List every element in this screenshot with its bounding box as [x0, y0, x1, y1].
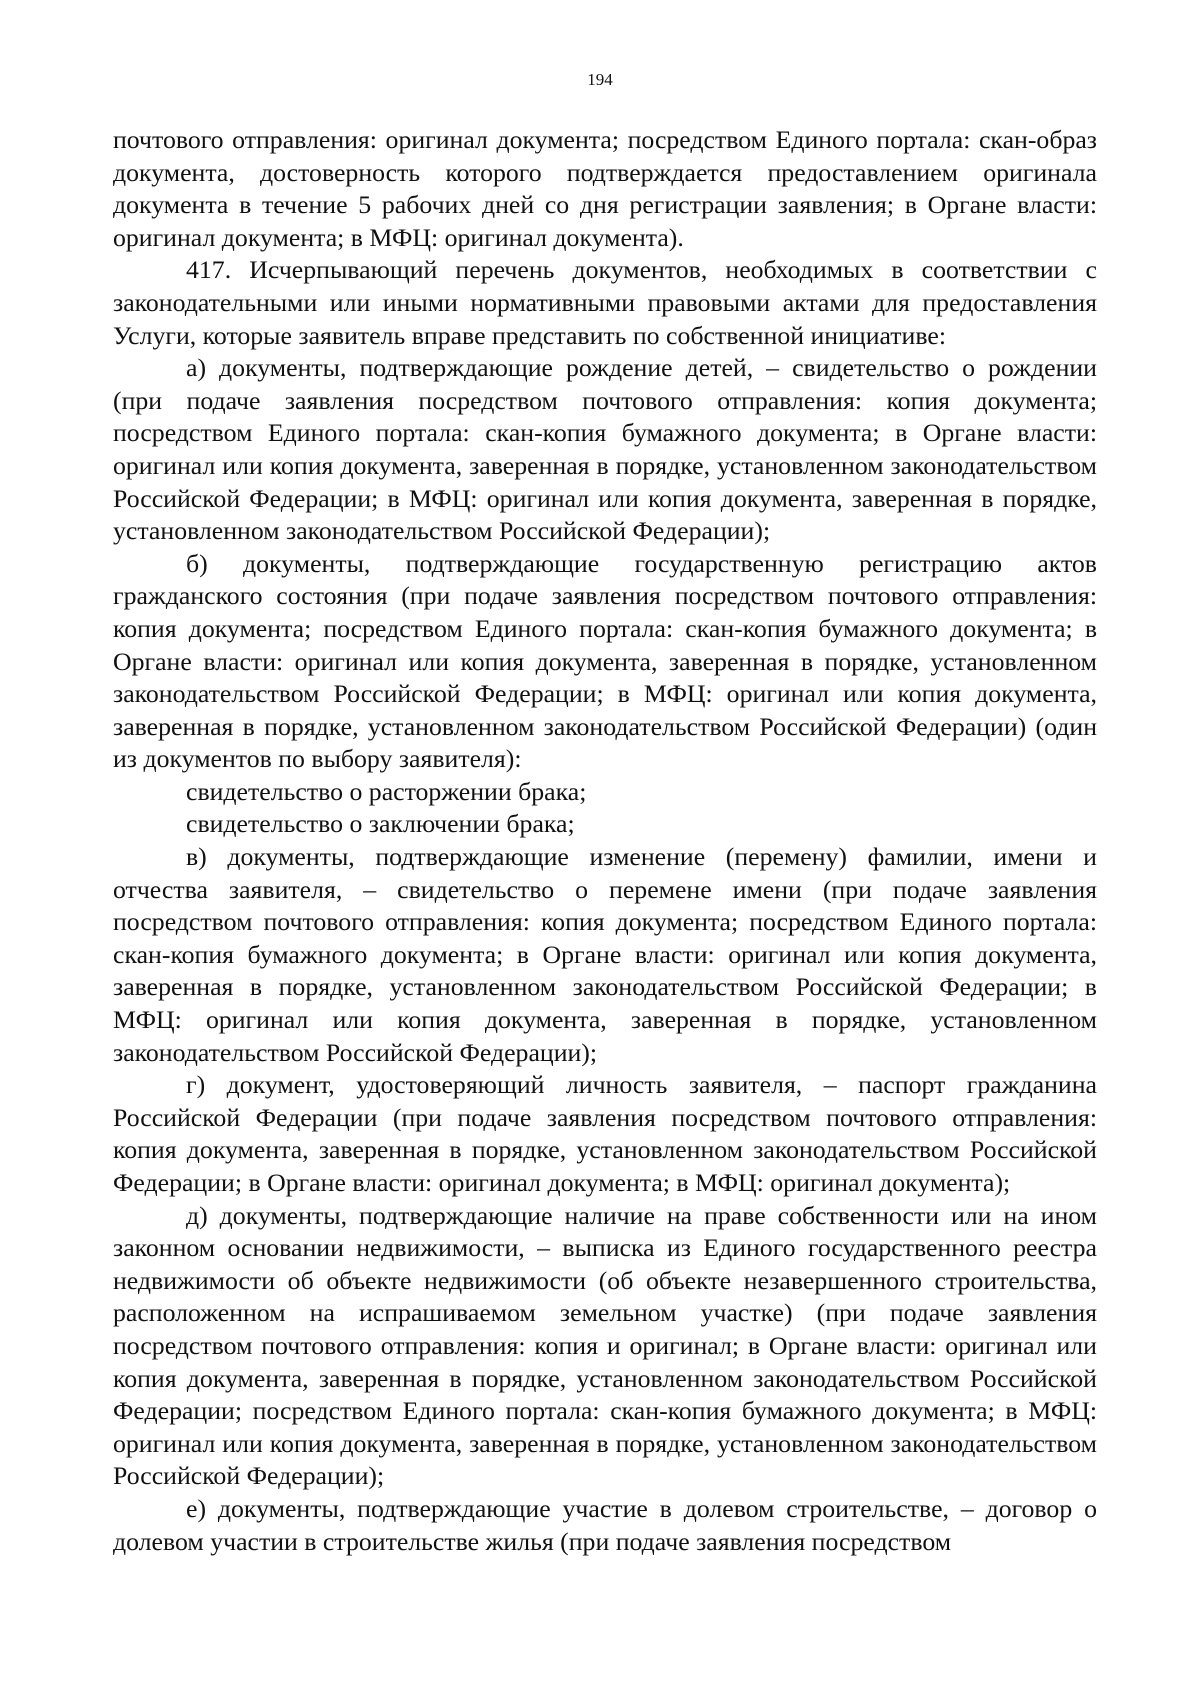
paragraph-417: 417. Исчерпывающий перечень документов, необходимых в соответствии с законодательными или иными нормативными правовыми актами для предоставления Услуги, которые заявитель вправе представить по собственной инициативе: — [113, 255, 1097, 350]
paragraph-divorce-certificate: свидетельство о расторжении брака; — [186, 776, 587, 806]
document-body — [113, 124, 1097, 1558]
paragraph-continuation: почтового отправления: оригинал документа; посредством Единого портала: скан-образ документа, достоверность которого подтверждается предоставлением оригинала документа в течение 5 рабочих дней со дня регистрации заявления; в Органе власти: оригинал документа; в МФЦ: оригинал документа). — [113, 125, 1097, 252]
paragraph-item-e: е) документы, подтверждающие участие в долевом строительстве, – договор о долевом участии в строительстве жилья (при подаче заявления посредством — [113, 1493, 1097, 1556]
paragraph-item-a: а) документы, подтверждающие рождение детей, – свидетельство о рождении (при подаче заявления посредством почтового отправления: копия документа; посредством Единого портала: скан-копия бумажного документа; в Органе власти: оригинал или копия документа, заверенная в порядке, установленном законодательством Российской Федерации; в МФЦ: оригинал или копия документа, заверенная в порядке, установленном законодательством Российской Федерации); — [113, 353, 1097, 546]
paragraph-item-d: д) документы, подтверждающие наличие на праве собственности или на ином законном основании недвижимости, – выписка из Единого государственного реестра недвижимости об объекте недвижимости (об объекте незавершенного строительства, расположенном на испрашиваемом земельном участке) (при подаче заявления посредством почтового отправления: копия и оригинал; в Органе власти: оригинал или копия документа, заверенная в порядке, установленном законодательством Российской Федерации; посредством Единого портала: скан-копия бумажного документа; в МФЦ: оригинал или копия документа, заверенная в порядке, установленном законодательством Российской Федерации); — [113, 1200, 1097, 1491]
paragraph-item-g: г) документ, удостоверяющий личность заявителя, – паспорт гражданина Российской Федерации (при подаче заявления посредством почтового отправления: копия документа, заверенная в порядке, установленном законодательством Российской Федерации; в Органе власти: оригинал документа; в МФЦ: оригинал документа); — [113, 1070, 1097, 1197]
paragraph-item-b: б) документы, подтверждающие государственную регистрацию актов гражданского состояния (при подаче заявления посредством почтового отправления: копия документа; посредством Единого портала: скан-копия бумажного документа; в Органе власти: оригинал или копия документа, заверенная в порядке, установленном законодательством Российской Федерации; в МФЦ: оригинал или копия документа, заверенная в порядке, установленном законодательством Российской Федерации) (один из документов по выбору заявителя): — [113, 548, 1097, 774]
paragraph-item-v: в) документы, подтверждающие изменение (перемену) фамилии, имени и отчества заявителя, – свидетельство о перемене имени (при подаче заявления посредством почтового отправления: копия документа; посредством Единого портала: скан-копия бумажного документа; в Органе власти: оригинал или копия документа, заверенная в порядке, установленном законодательством Российской Федерации; в МФЦ: оригинал или копия документа, заверенная в порядке, установленном законодательством Российской Федерации); — [113, 842, 1097, 1067]
paragraph-marriage-certificate: свидетельство о заключении брака; — [186, 809, 575, 839]
page-number: 194 — [587, 70, 613, 89]
